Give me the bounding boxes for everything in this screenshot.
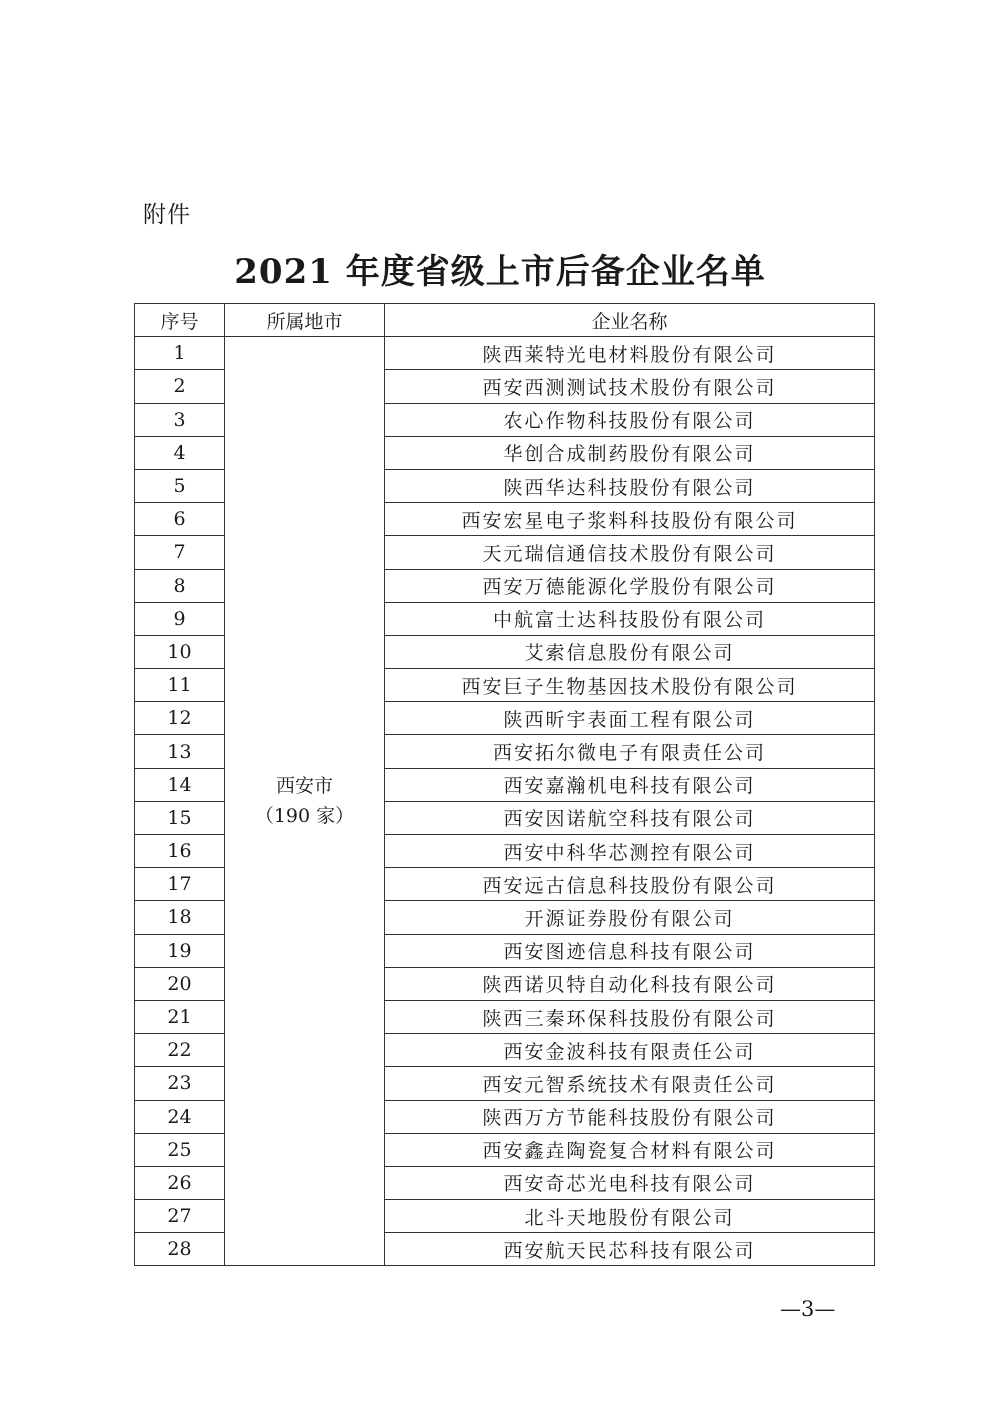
row-company-name: 陕西诺贝特自动化科技有限公司 (385, 967, 875, 1000)
row-company-name: 华创合成制药股份有限公司 (385, 436, 875, 469)
row-company-name: 陕西华达科技股份有限公司 (385, 469, 875, 502)
row-company-name: 西安嘉瀚机电科技有限公司 (385, 768, 875, 801)
row-seq: 23 (135, 1067, 225, 1100)
row-seq: 3 (135, 403, 225, 436)
row-company-name: 西安中科华芯测控有限公司 (385, 835, 875, 868)
row-seq: 19 (135, 934, 225, 967)
table-body (135, 337, 875, 1266)
row-company-name: 西安图迹信息科技有限公司 (385, 934, 875, 967)
row-company-name: 陕西莱特光电材料股份有限公司 (385, 337, 875, 370)
row-seq: 25 (135, 1133, 225, 1166)
row-seq: 6 (135, 503, 225, 536)
document-title: 2021 年度省级上市后备企业名单 (234, 252, 766, 292)
city-cell (225, 337, 385, 1266)
table-row (135, 337, 875, 370)
row-company-name: 西安拓尔微电子有限责任公司 (385, 735, 875, 768)
row-company-name: 天元瑞信通信技术股份有限公司 (385, 536, 875, 569)
city-count: （190 家） (254, 805, 355, 828)
row-seq: 8 (135, 569, 225, 602)
row-company-name: 北斗天地股份有限公司 (385, 1200, 875, 1233)
row-seq: 7 (135, 536, 225, 569)
row-seq: 12 (135, 702, 225, 735)
row-company-name: 西安元智系统技术有限责任公司 (385, 1067, 875, 1100)
row-company-name: 西安远古信息科技股份有限公司 (385, 868, 875, 901)
row-seq: 17 (135, 868, 225, 901)
row-company-name: 陕西三秦环保科技股份有限公司 (385, 1000, 875, 1033)
row-company-name: 陕西昕宇表面工程有限公司 (385, 702, 875, 735)
row-seq: 15 (135, 801, 225, 834)
row-seq: 21 (135, 1000, 225, 1033)
row-company-name: 西安巨子生物基因技术股份有限公司 (385, 669, 875, 702)
row-seq: 22 (135, 1034, 225, 1067)
row-company-name: 农心作物科技股份有限公司 (385, 403, 875, 436)
row-seq: 27 (135, 1200, 225, 1233)
page-number: —3— (780, 1297, 836, 1321)
row-seq: 28 (135, 1233, 225, 1266)
row-seq: 24 (135, 1100, 225, 1133)
row-seq: 20 (135, 967, 225, 1000)
row-company-name: 西安奇芯光电科技有限公司 (385, 1166, 875, 1199)
row-seq: 16 (135, 835, 225, 868)
header-seq: 序号 (135, 304, 225, 337)
row-seq: 9 (135, 602, 225, 635)
row-company-name: 西安宏星电子浆料科技股份有限公司 (385, 503, 875, 536)
row-seq: 18 (135, 901, 225, 934)
row-seq: 2 (135, 370, 225, 403)
row-company-name: 西安金波科技有限责任公司 (385, 1034, 875, 1067)
row-company-name: 西安鑫垚陶瓷复合材料有限公司 (385, 1133, 875, 1166)
row-seq: 26 (135, 1166, 225, 1199)
row-seq: 4 (135, 436, 225, 469)
attachment-label: 附件 (143, 202, 191, 228)
header-company-name: 企业名称 (385, 304, 875, 337)
row-company-name: 西安西测测试技术股份有限公司 (385, 370, 875, 403)
row-company-name: 西安航天民芯科技有限公司 (385, 1233, 875, 1266)
row-company-name: 西安万德能源化学股份有限公司 (385, 569, 875, 602)
company-list-table (134, 303, 875, 1266)
city-name: 西安市 (275, 775, 333, 798)
header-city: 所属地市 (225, 304, 385, 337)
row-company-name: 艾索信息股份有限公司 (385, 635, 875, 668)
row-company-name: 陕西万方节能科技股份有限公司 (385, 1100, 875, 1133)
row-company-name: 西安因诺航空科技有限公司 (385, 801, 875, 834)
row-company-name: 中航富士达科技股份有限公司 (385, 602, 875, 635)
row-seq: 10 (135, 635, 225, 668)
table-header-row (135, 304, 875, 337)
row-seq: 13 (135, 735, 225, 768)
row-seq: 5 (135, 469, 225, 502)
row-seq: 11 (135, 669, 225, 702)
row-seq: 14 (135, 768, 225, 801)
row-seq: 1 (135, 337, 225, 370)
row-company-name: 开源证券股份有限公司 (385, 901, 875, 934)
